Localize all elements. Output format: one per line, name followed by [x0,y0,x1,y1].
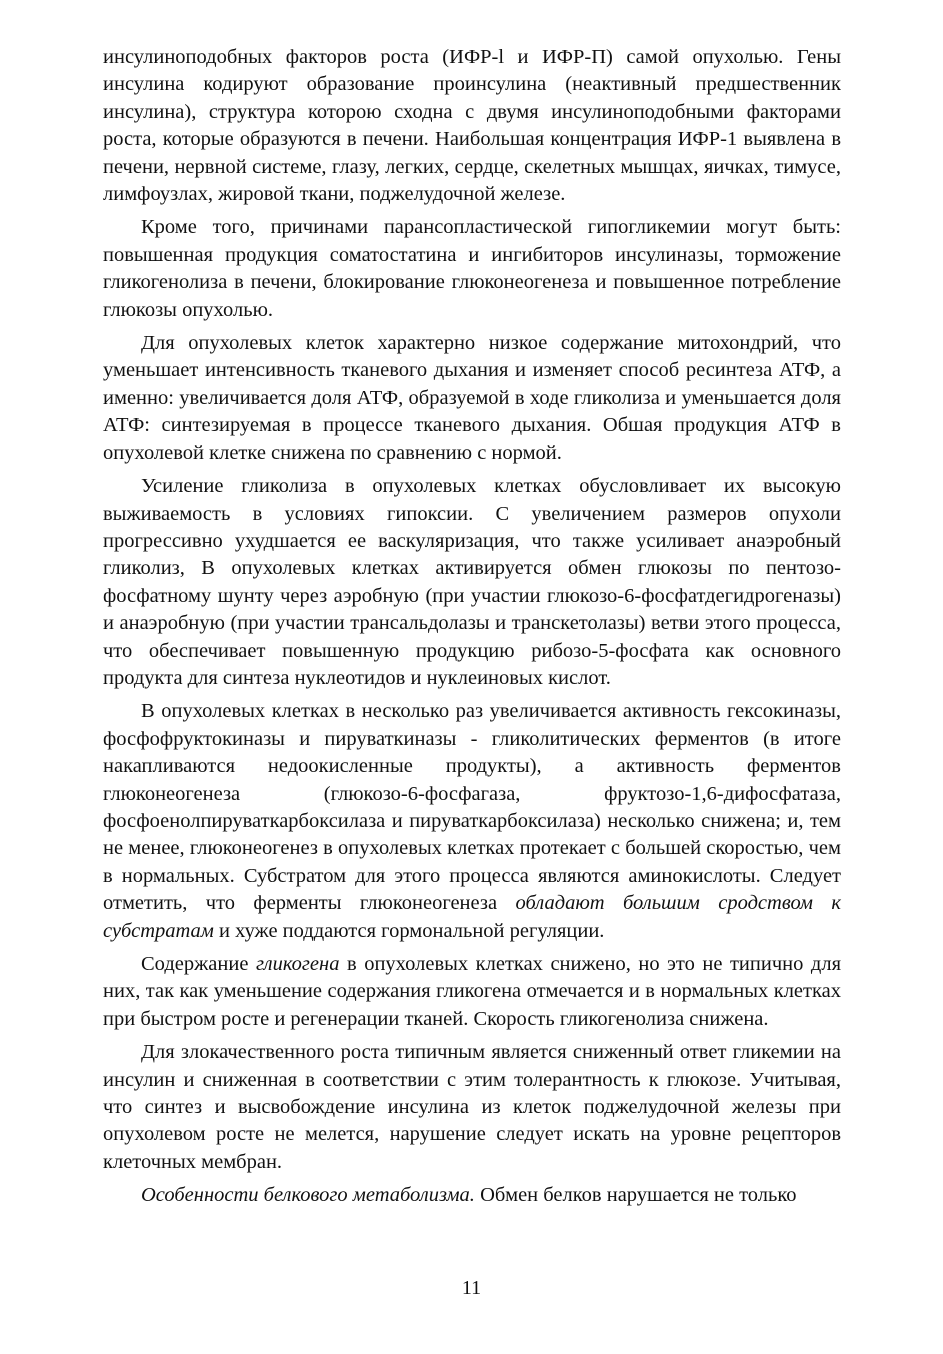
paragraph-6 [103,951,841,1033]
paragraph-1 [103,44,841,208]
paragraph-4-text: Усиление гликолиза в опухолевых клетках обусловливает их высокую выживаемость в условиях гипоксии. С увеличением размеров опухоли прогрессивно ухудшается ее васкуляризация, что также усиливает анаэробный гликолиз, В опухолевых клетках активируется обмен глюкозы по пентозо-фосфатному шунту через аэробную (при участии глюкозо-6-фосфатдегидрогеназы) и анаэробную (при участии трансальдолазы и транскетолазы) ветви этого процесса, что обеспечивает повышенную продукцию рибозо-5-фосфата как основного продукта для синтеза нуклеотидов и нуклеиновых кислот. [103,475,841,689]
paragraph-6-text: Содержание [141,953,256,975]
paragraph-7-text: Для злокачественного роста типичным является сниженный ответ гликемии на инсулин и сниженная в соответствии с этим толерантность к глюкозе. Учитывая, что синтез и высвобождение инсулина из клеток поджелудочной железы при опухолевом росте не мелется, нарушение следует искать на уровне рецепторов клеточных мембран. [103,1041,841,1173]
paragraph-5-text: В опухолевых клетках в несколько раз увеличивается активность гексокиназы, фосфофруктокиназы и пируваткиназы - гликолитических ферментов (в итоге накапливаются недоокисленные продукты), а активность ферментов глюконеогенеза (глюкозо-6-фосфагаза, фруктозо-1,6-дифосфатаза, фосфоенолпируваткарбоксилаза и пируваткарбоксилаза) несколько снижена; и, тем не менее, глюконеогенез в опухолевых клетках протекает с большей скоростью, чем в нормальных. Субстратом для этого процесса являются аминокислоты. Следует отметить, что ферменты глюконеогенеза [103,700,841,915]
paragraph-3-text: Для опухолевых клеток характерно низкое содержание митохондрий, что уменьшает интенсивность тканевого дыхания и изменяет способ ресинтеза АТФ, а именно: увеличивается доля АТФ, образуемой в ходе гликолиза и уменьшается доля АТФ: синтезируемая в процессе тканевого дыхания. Обшая продукция АТФ в опухолевой клетке снижена по сравнению с нормой. [103,332,841,464]
section-heading-inline: Особенности белкового метаболизма. [141,1184,475,1207]
paragraph-5 [103,698,841,945]
paragraph-2-text: Кроме того, причинами парансопластической гипогликемии могут быть: повышенная продукция соматостатина и ингибиторов инсулиназы, торможение гликогенолиза в печени, блокирование глюконеогенеза и повышенное потребление глюкозы опухолью. [103,216,841,321]
paragraph-7 [103,1039,841,1176]
paragraph-4 [103,473,841,692]
document-page [103,44,841,1210]
paragraph-8 [103,1182,841,1209]
paragraph-5-text-end: и хуже поддаются гормональной регуляции. [213,919,605,942]
paragraph-1-text: инсулиноподобных факторов роста (ИФР-l и ИФР-П) самой опухолью. Гены инсулина кодируют образование проинсулина (неактивный предшественник инсулина), структура которою сходна с двумя инсулиноподобными факторами роста, которые образуются в печени. Наибольшая концентрация ИФР-1 выявлена в печени, нервной системе, глазу, легких, сердце, скелетных мышцах, яичках, тимусе, лимфоузлах, жировой ткани, поджелудочной железе. [103,46,841,206]
paragraph-3 [103,330,841,467]
paragraph-2 [103,214,841,324]
paragraph-6-emphasis: гликогена [255,953,340,975]
page-number: 11 [461,1277,482,1299]
paragraph-5-emphasis: обладают большим сродством к субстратам [103,892,842,942]
paragraph-6-text-end: в опухолевых клетках снижено, но это не типично для них, так как уменьшение содержания гликогена отмечается и в нормальных клетках при быстром росте и регенерации тканей. Скорость гликогенолиза снижена. [103,953,841,1030]
paragraph-8-text: Обмен белков нарушается не только [474,1184,797,1207]
